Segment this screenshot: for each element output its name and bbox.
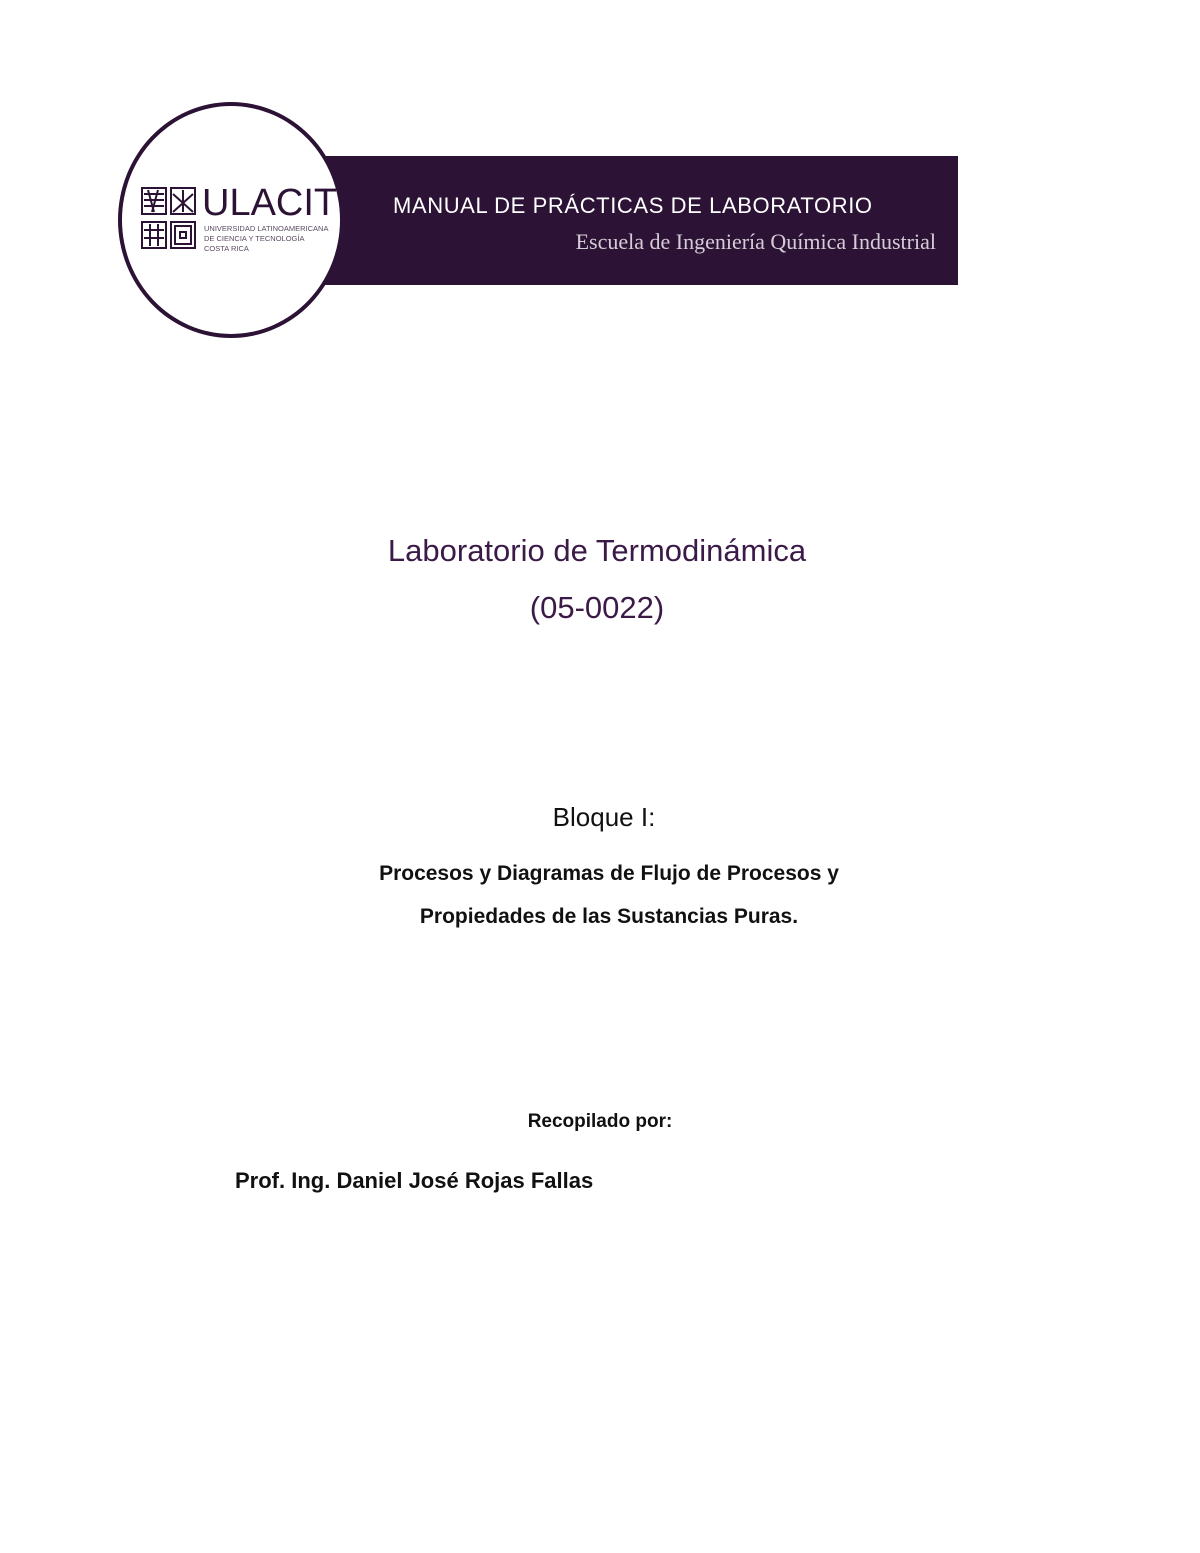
block-description-line2: Propiedades de las Sustancias Puras.	[419, 905, 799, 928]
school-name: Escuela de Ingeniería Química Industrial	[575, 229, 936, 254]
course-title: Laboratorio de Termodinámica	[387, 533, 807, 568]
block-heading: Bloque I:	[552, 802, 656, 832]
block-description-line1: Procesos y Diagramas de Flujo de Procesos y	[379, 862, 839, 885]
logo-caption	[204, 224, 328, 254]
manual-title: MANUAL DE PRÁCTICAS DE LABORATORIO	[393, 193, 873, 218]
author-name: Prof. Ing. Daniel José Rojas Fallas	[235, 1168, 594, 1193]
logo-caption-line2: DE CIENCIA Y TECNOLOGÍA	[204, 234, 305, 243]
compiled-by-label: Recopilado por:	[527, 1111, 673, 1132]
logo-caption-line3: COSTA RICA	[204, 244, 249, 253]
ulacit-wordmark: ULACIT	[202, 182, 338, 224]
ulacit-logo	[118, 102, 344, 338]
ulacit-emblem-icon	[140, 186, 198, 252]
logo-caption-line1: UNIVERSIDAD LATINOAMERICANA	[204, 224, 329, 233]
course-code: (05-0022)	[529, 590, 665, 625]
header-banner	[300, 156, 958, 285]
